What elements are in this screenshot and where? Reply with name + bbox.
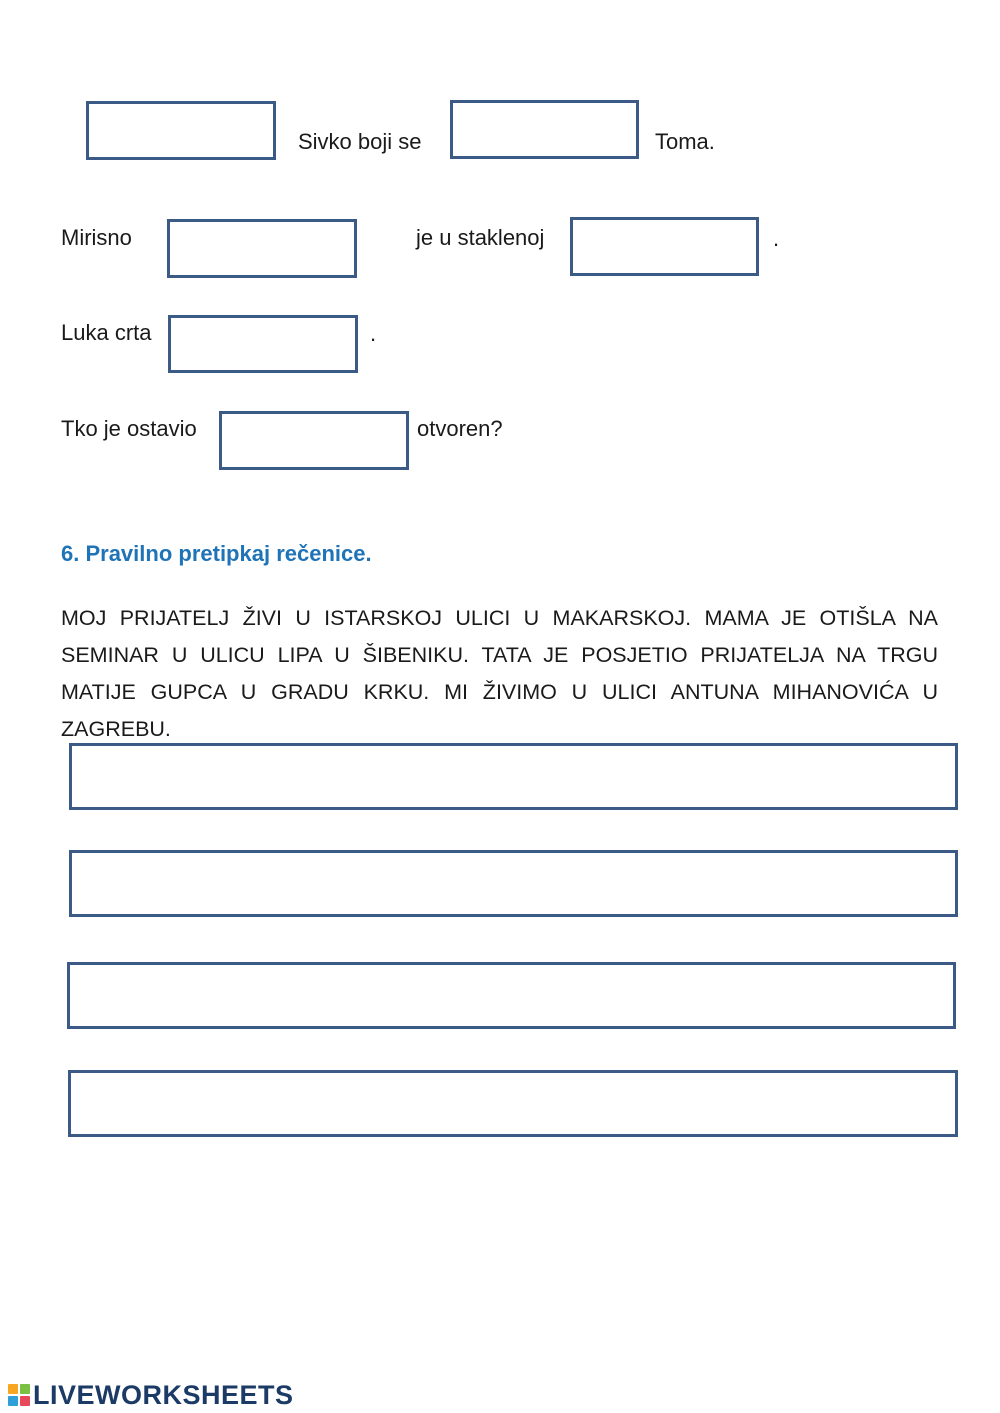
answer-box-5[interactable] [168,315,358,373]
sentence-text: Sivko boji se [298,129,422,154]
retype-input-1[interactable] [69,743,958,810]
answer-box-2[interactable] [450,100,639,159]
sentence-text: Toma. [655,129,715,154]
exercise-6-heading: 6. Pravilno pretipkaj rečenice. [61,541,372,566]
logo-tile [20,1384,30,1394]
retype-input-2[interactable] [69,850,958,917]
sentence-text: Luka crta [61,320,152,345]
retype-input-3[interactable] [67,962,956,1029]
logo-tile [8,1396,18,1406]
logo-tile [20,1396,30,1406]
answer-box-1[interactable] [86,101,276,160]
answer-box-6[interactable] [219,411,409,470]
logo-text: LIVEWORKSHEETS [33,1379,294,1410]
logo-tiles-icon [8,1384,30,1406]
liveworksheets-logo [8,1378,294,1412]
logo-tile [8,1384,18,1394]
sentence-text: otvoren? [417,416,503,441]
answer-box-4[interactable] [570,217,759,276]
sentence-text: . [773,226,780,251]
exercise-6-paragraph: MOJ PRIJATELJ ŽIVI U ISTARSKOJ ULICI U MAKARSKOJ. MAMA JE OTIŠLA NA SEMINAR U ULICU LIPA U ŠIBENIKU. TATA JE POSJETIO PRIJATELJA NA TRGU MATIJE GUPCA U GRADU KRKU. MI ŽIVIMO U ULICI ANTUNA MIHANOVIĆA U ZAGREBU. [61,606,938,741]
sentence-text: . [370,321,377,346]
sentence-text: Mirisno [61,225,132,250]
retype-input-4[interactable] [68,1070,958,1137]
sentence-text: je u staklenoj [416,225,545,250]
answer-box-3[interactable] [167,219,357,278]
sentence-text: Tko je ostavio [61,416,197,441]
